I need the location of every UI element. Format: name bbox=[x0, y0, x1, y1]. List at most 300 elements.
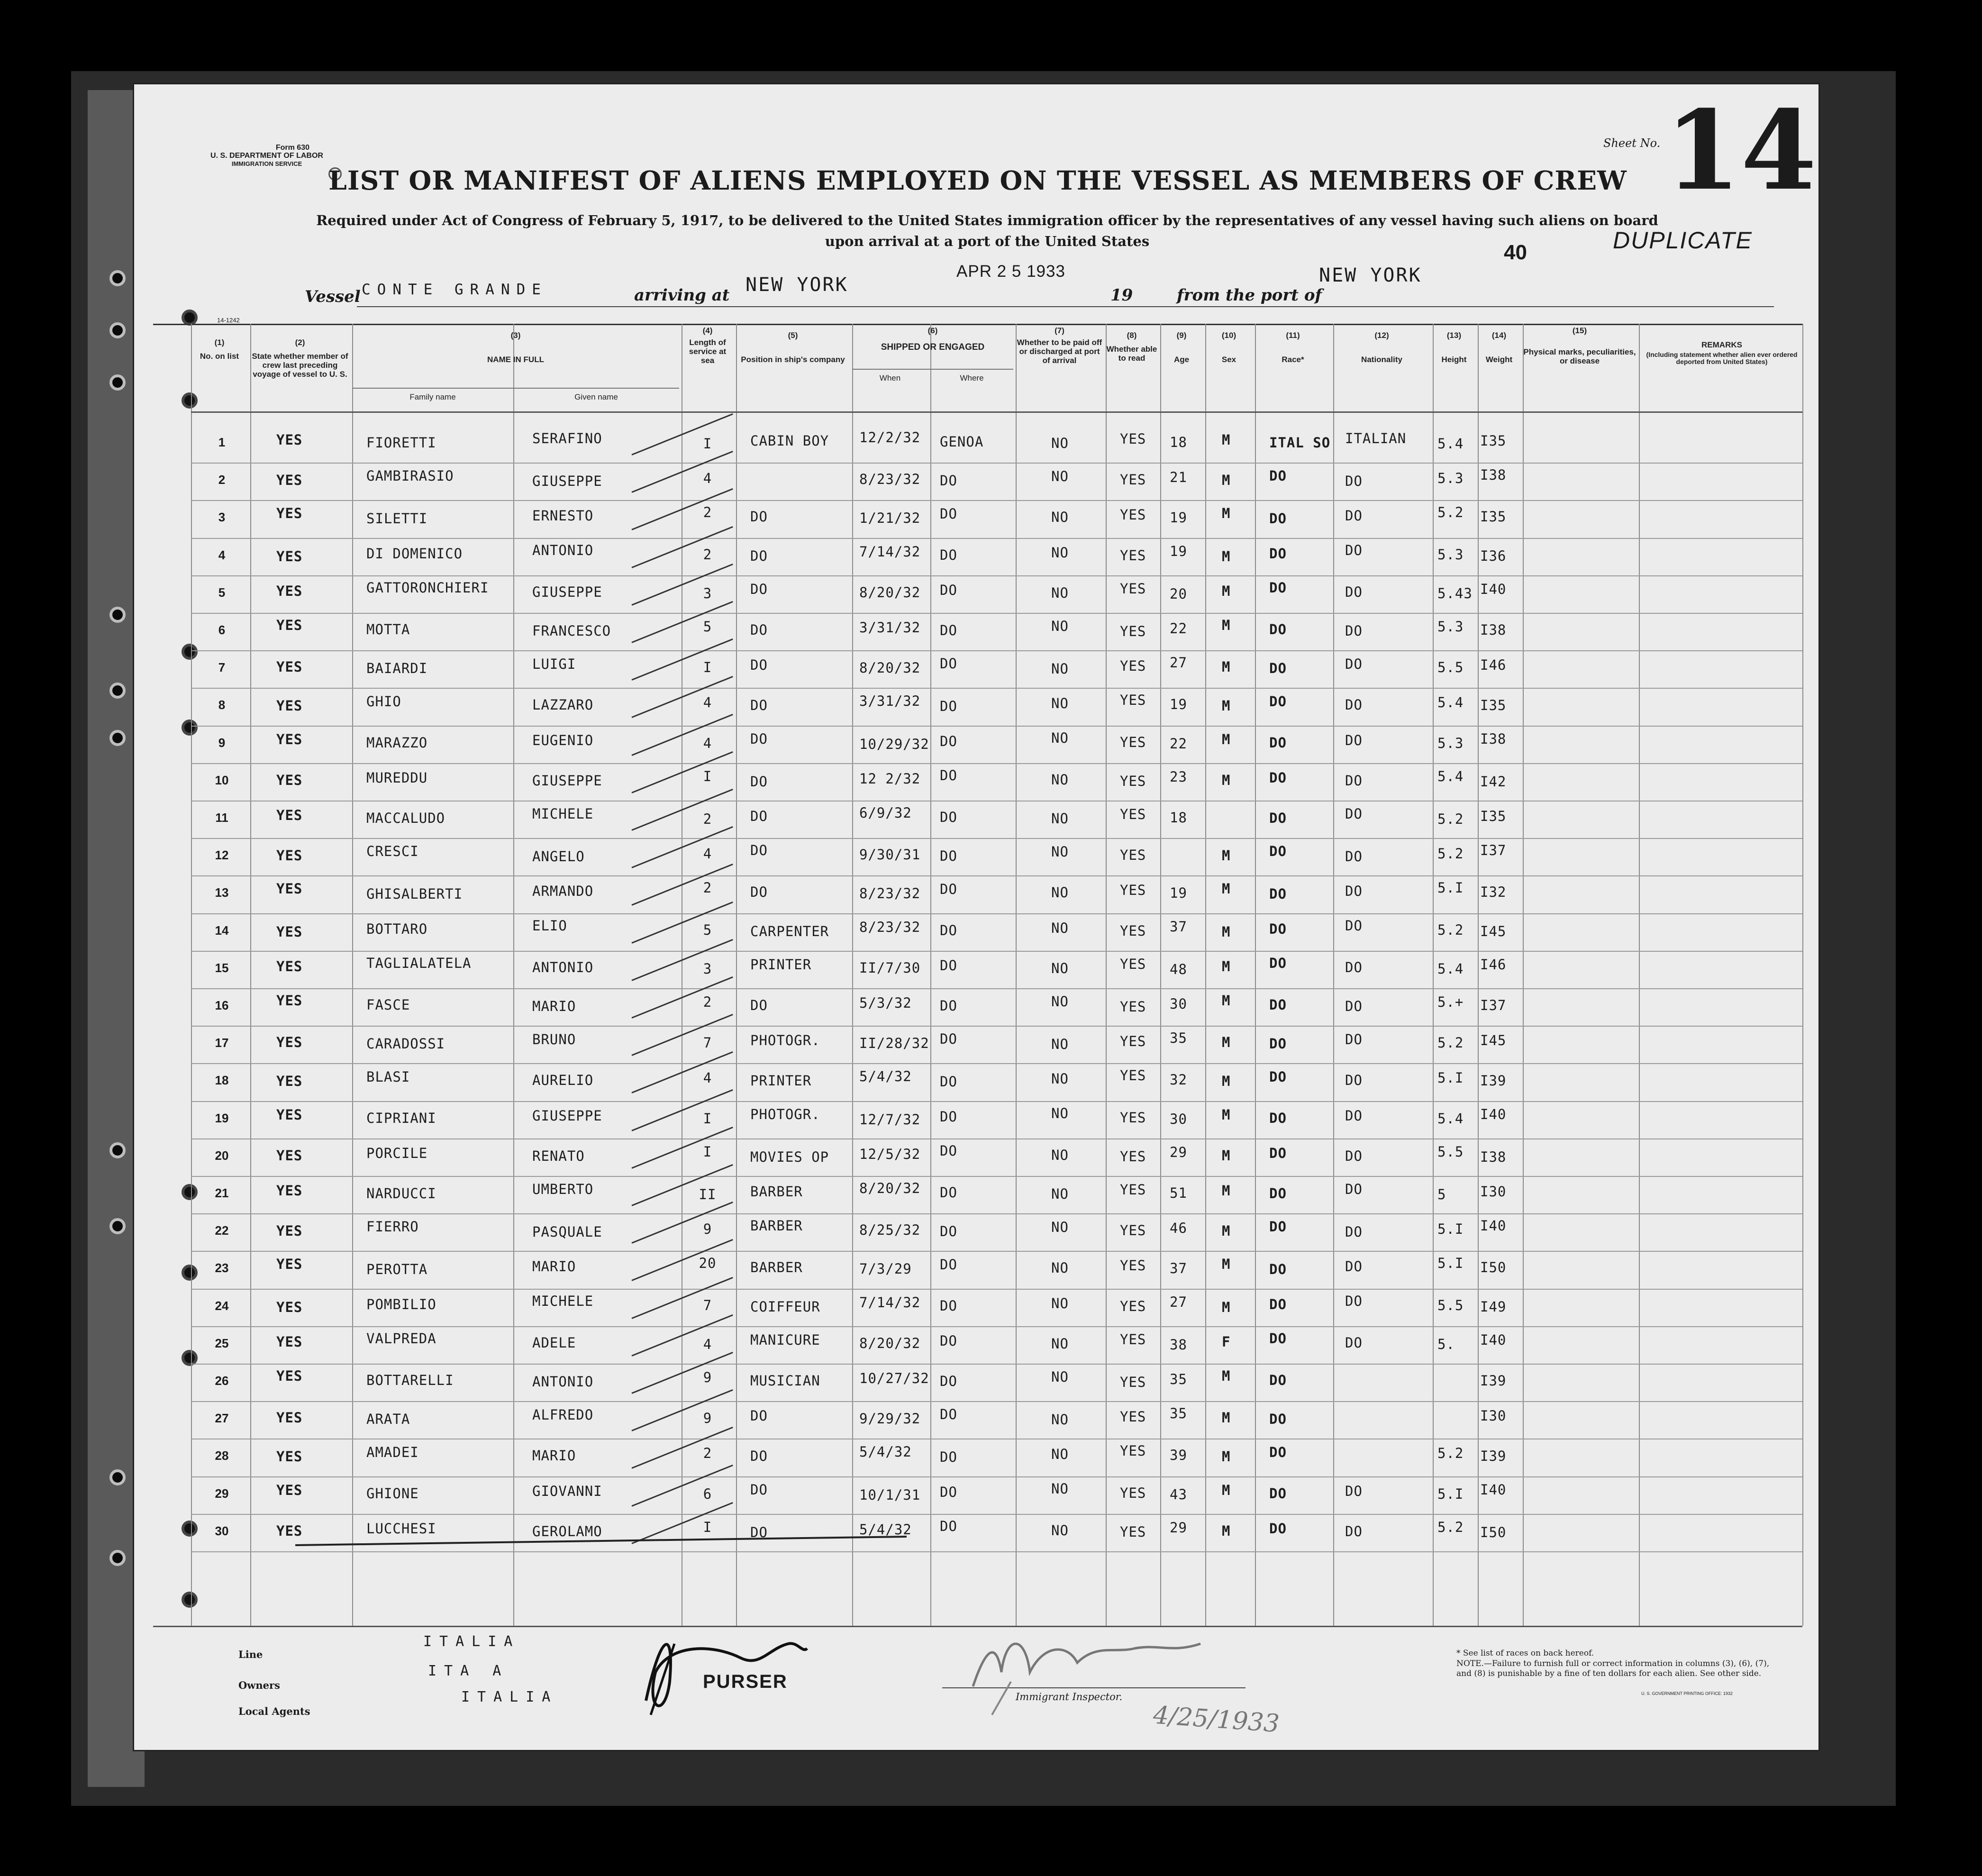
given-name-cell: GIUSEPPE bbox=[532, 583, 602, 600]
shipped-where-cell: DO bbox=[940, 1257, 957, 1273]
able-to-read-cell: YES bbox=[1120, 847, 1146, 864]
shipped-when-cell: 7/14/32 bbox=[859, 543, 921, 560]
nationality-cell: DO bbox=[1345, 732, 1363, 748]
position-cell: DO bbox=[750, 1448, 768, 1465]
duplicate-stamp: DUPLICATE bbox=[1613, 227, 1753, 254]
prev-voyage-cell: YES bbox=[276, 1073, 303, 1090]
weight-cell: I36 bbox=[1480, 547, 1507, 564]
given-name-cell: MARIO bbox=[532, 1448, 576, 1464]
col2-num: (2) bbox=[295, 338, 305, 347]
weight-cell: I35 bbox=[1480, 509, 1507, 525]
family-name-cell: GAMBIRASIO bbox=[366, 468, 454, 484]
col9-label: Age bbox=[1173, 355, 1190, 364]
able-to-read-cell: YES bbox=[1120, 922, 1146, 939]
weight-cell: I37 bbox=[1480, 842, 1507, 859]
weight-cell: I35 bbox=[1480, 808, 1507, 824]
col14-num: (14) bbox=[1491, 331, 1507, 340]
row-rule bbox=[191, 763, 1802, 764]
shipped-where-cell: DO bbox=[940, 1406, 957, 1423]
weight-cell: I37 bbox=[1480, 997, 1507, 1013]
nationality-cell: DO bbox=[1345, 623, 1363, 639]
col6-when-subheader: When bbox=[879, 373, 901, 382]
row-rule bbox=[191, 875, 1802, 876]
age-cell: 30 bbox=[1170, 996, 1187, 1012]
col2-header bbox=[250, 338, 350, 379]
sheet-number: 14 bbox=[1665, 87, 1817, 215]
given-name-cell: FRANCESCO bbox=[532, 623, 611, 639]
race-cell: DO bbox=[1269, 1444, 1287, 1461]
binder-hole bbox=[109, 607, 126, 623]
nationality-cell: DO bbox=[1345, 1334, 1363, 1351]
able-to-read-cell: YES bbox=[1120, 999, 1146, 1015]
prev-voyage-cell: YES bbox=[276, 881, 303, 897]
service-length-cell: I bbox=[703, 1143, 712, 1160]
sex-cell: M bbox=[1222, 1522, 1231, 1539]
col3-given-subheader: Given name bbox=[574, 392, 618, 401]
family-name-cell: POMBILIO bbox=[366, 1296, 436, 1312]
row-number-cell: 17 bbox=[215, 1036, 229, 1050]
col6-subrule bbox=[852, 369, 1013, 370]
punch-hole bbox=[182, 719, 198, 736]
service-length-cell: 3 bbox=[703, 585, 712, 601]
able-to-read-cell: YES bbox=[1120, 1257, 1146, 1274]
row-number-cell: 29 bbox=[215, 1486, 229, 1501]
race-cell: DO bbox=[1269, 1372, 1287, 1388]
paid-off-cell: NO bbox=[1051, 1369, 1069, 1385]
sex-cell: F bbox=[1222, 1333, 1231, 1350]
prev-voyage-cell: YES bbox=[276, 807, 303, 823]
able-to-read-cell: YES bbox=[1120, 1409, 1146, 1425]
position-cell: PHOTOGR. bbox=[750, 1032, 820, 1049]
col7-num: (7) bbox=[1055, 326, 1064, 335]
age-cell: 37 bbox=[1170, 1260, 1187, 1277]
position-cell: DO bbox=[750, 1408, 768, 1424]
shipped-when-cell: 8/20/32 bbox=[859, 660, 921, 676]
given-name-cell: GIUSEPPE bbox=[532, 772, 602, 789]
column-rule bbox=[250, 324, 251, 1626]
age-cell: 22 bbox=[1170, 735, 1187, 752]
sex-cell: M bbox=[1222, 1482, 1231, 1498]
shipped-where-cell: DO bbox=[940, 733, 957, 749]
race-cell: DO bbox=[1269, 920, 1287, 937]
side-code: 14-1242 bbox=[217, 317, 240, 324]
height-cell: 5.2 bbox=[1437, 1035, 1464, 1051]
row-rule bbox=[191, 1251, 1802, 1252]
height-cell: 5.4 bbox=[1437, 1110, 1464, 1127]
service-length-cell: I bbox=[703, 768, 712, 784]
col10-header bbox=[1205, 331, 1253, 364]
shipped-where-cell: DO bbox=[940, 1449, 957, 1466]
row-number-cell: 3 bbox=[218, 510, 226, 525]
paid-off-cell: NO bbox=[1051, 1186, 1069, 1202]
paid-off-cell: NO bbox=[1051, 1147, 1069, 1163]
service-length-cell: I bbox=[703, 436, 712, 452]
row-rule bbox=[191, 1063, 1802, 1064]
column-rule bbox=[1333, 324, 1334, 1626]
service-length-cell: I bbox=[703, 1110, 712, 1127]
shipped-when-cell: 7/14/32 bbox=[859, 1294, 921, 1311]
shipped-when-cell: 10/27/32 bbox=[859, 1370, 929, 1386]
col6-header bbox=[852, 326, 1013, 352]
row-number-cell: 28 bbox=[215, 1448, 229, 1463]
nationality-cell: ITALIAN bbox=[1345, 430, 1407, 446]
shipped-when-cell: 12/7/32 bbox=[859, 1111, 921, 1128]
age-cell: 46 bbox=[1170, 1220, 1187, 1237]
races-footnote: * See list of races on back hereof. bbox=[1456, 1648, 1594, 1658]
given-name-cell: ERNESTO bbox=[532, 508, 594, 524]
col3-num: (3) bbox=[510, 331, 521, 340]
shipped-when-cell: 1/21/32 bbox=[859, 510, 921, 527]
sex-cell: M bbox=[1222, 432, 1231, 448]
row-number-cell: 30 bbox=[215, 1523, 229, 1538]
given-name-cell: LAZZARO bbox=[532, 697, 594, 713]
nationality-cell: DO bbox=[1345, 1293, 1363, 1309]
service-length-cell: 2 bbox=[703, 1445, 712, 1462]
punch-hole bbox=[182, 392, 198, 409]
sex-cell: M bbox=[1222, 1410, 1231, 1426]
col13-header bbox=[1433, 331, 1475, 364]
paid-off-cell: NO bbox=[1051, 435, 1069, 451]
shipped-where-cell: DO bbox=[940, 1223, 957, 1240]
col13-num: (13) bbox=[1446, 331, 1462, 340]
age-cell: 51 bbox=[1170, 1185, 1187, 1201]
age-cell: 20 bbox=[1170, 585, 1187, 602]
nationality-cell: DO bbox=[1345, 1258, 1363, 1275]
able-to-read-cell: YES bbox=[1120, 547, 1146, 564]
given-name-cell: ANTONIO bbox=[532, 1374, 594, 1390]
service-length-cell: 4 bbox=[703, 735, 712, 751]
sex-cell: M bbox=[1222, 1183, 1231, 1199]
paid-off-cell: NO bbox=[1051, 1071, 1069, 1087]
shipped-where-cell: DO bbox=[940, 1373, 957, 1389]
row-rule bbox=[191, 951, 1802, 952]
service-length-cell: 9 bbox=[703, 1369, 712, 1385]
shipped-where-cell: DO bbox=[940, 622, 957, 638]
header-bottom-rule bbox=[191, 411, 1802, 413]
service-name: IMMIGRATION SERVICE bbox=[231, 160, 302, 167]
race-cell: DO bbox=[1269, 810, 1287, 826]
shipped-where-cell: DO bbox=[940, 473, 957, 489]
shipped-when-cell: 8/23/32 bbox=[859, 471, 921, 488]
row-rule bbox=[191, 1514, 1802, 1515]
service-length-cell: 4 bbox=[703, 1070, 712, 1086]
row-number-cell: 14 bbox=[215, 923, 229, 938]
family-name-cell: GATTORONCHIERI bbox=[366, 579, 489, 596]
able-to-read-cell: YES bbox=[1120, 1443, 1146, 1459]
manifest-sheet bbox=[133, 83, 1820, 1751]
shipped-when-cell: 8/25/32 bbox=[859, 1222, 921, 1239]
position-cell: DO bbox=[750, 697, 768, 714]
printer-imprint: U. S. GOVERNMENT PRINTING OFFICE: 1932 bbox=[1641, 1691, 1733, 1696]
given-name-cell: SERAFINO bbox=[532, 430, 602, 446]
given-name-cell: ANGELO bbox=[532, 848, 585, 865]
age-cell: 35 bbox=[1170, 1371, 1187, 1387]
paid-off-cell: NO bbox=[1051, 884, 1069, 901]
line-label: Line bbox=[238, 1648, 263, 1660]
weight-cell: I38 bbox=[1480, 730, 1507, 747]
race-cell: DO bbox=[1269, 545, 1287, 562]
shipped-where-cell: DO bbox=[940, 881, 957, 898]
given-name-cell: MICHELE bbox=[532, 806, 594, 822]
race-cell: DO bbox=[1269, 468, 1287, 484]
position-cell: BARBER bbox=[750, 1218, 803, 1234]
paid-off-cell: NO bbox=[1051, 1480, 1069, 1497]
col9-num: (9) bbox=[1176, 331, 1187, 340]
binder-hole bbox=[109, 730, 126, 746]
shipped-when-cell: 6/9/32 bbox=[859, 805, 912, 821]
prev-voyage-cell: YES bbox=[276, 1106, 303, 1123]
weight-cell: I30 bbox=[1480, 1408, 1507, 1424]
service-length-cell: 7 bbox=[703, 1297, 712, 1313]
able-to-read-cell: YES bbox=[1120, 773, 1146, 789]
row-rule bbox=[191, 538, 1802, 539]
row-rule bbox=[191, 913, 1802, 914]
prev-voyage-cell: YES bbox=[276, 1183, 303, 1199]
col2-label: State whether member of crew last preceding voyage of vessel to U. S. bbox=[252, 352, 348, 379]
col8-num: (8) bbox=[1127, 331, 1137, 340]
prev-voyage-cell: YES bbox=[276, 548, 303, 565]
prev-voyage-cell: YES bbox=[276, 1482, 303, 1498]
column-rule bbox=[1016, 324, 1017, 1626]
given-name-cell: EUGENIO bbox=[532, 732, 594, 748]
shipped-where-cell: DO bbox=[940, 546, 957, 563]
age-cell: 27 bbox=[1170, 655, 1187, 671]
nationality-cell: DO bbox=[1345, 883, 1363, 900]
col11-header bbox=[1255, 331, 1331, 364]
race-cell: DO bbox=[1269, 1069, 1287, 1085]
nationality-cell: DO bbox=[1345, 998, 1363, 1014]
prev-voyage-cell: YES bbox=[276, 923, 303, 940]
paid-off-cell: NO bbox=[1051, 1446, 1069, 1463]
age-cell: 37 bbox=[1170, 918, 1187, 935]
service-length-cell: 4 bbox=[703, 694, 712, 711]
arrival-date-stamp: APR 2 5 1933 bbox=[956, 262, 1065, 281]
age-cell: 18 bbox=[1170, 434, 1187, 450]
age-cell: 23 bbox=[1170, 768, 1187, 785]
shipped-where-cell: DO bbox=[940, 1332, 957, 1349]
service-length-cell: II bbox=[699, 1186, 717, 1202]
penalty-note: NOTE.—Failure to furnish full or correct information in columns (3), (6), (7), and (8) is punishable by a fine of ten dollars for each alien. See other side. bbox=[1456, 1659, 1770, 1678]
able-to-read-cell: YES bbox=[1120, 1109, 1146, 1126]
paid-off-cell: NO bbox=[1051, 1335, 1069, 1352]
sheet-label: Sheet No. bbox=[1603, 137, 1661, 150]
family-name-cell: BOTTARO bbox=[366, 920, 428, 937]
row-rule bbox=[191, 1213, 1802, 1214]
height-cell: 5.2 bbox=[1437, 504, 1464, 521]
service-length-cell: 2 bbox=[703, 880, 712, 896]
race-cell: DO bbox=[1269, 1296, 1287, 1312]
row-number-cell: 25 bbox=[215, 1336, 229, 1350]
given-name-cell: ANTONIO bbox=[532, 959, 594, 975]
position-cell: MOVIES OP bbox=[750, 1148, 829, 1165]
row-number-cell: 24 bbox=[215, 1298, 229, 1313]
family-name-cell: FIERRO bbox=[366, 1219, 419, 1235]
given-name-cell: PASQUALE bbox=[532, 1224, 602, 1240]
prev-voyage-cell: YES bbox=[276, 472, 303, 489]
race-cell: DO bbox=[1269, 1219, 1287, 1235]
department-name: U. S. DEPARTMENT OF LABOR bbox=[210, 152, 323, 160]
row-rule bbox=[191, 463, 1802, 464]
given-name-cell: GEROLAMO bbox=[532, 1523, 602, 1539]
shipped-where-cell: DO bbox=[940, 998, 957, 1014]
shipped-where-cell: DO bbox=[940, 922, 957, 938]
family-name-cell: BLASI bbox=[366, 1069, 410, 1085]
race-cell: DO bbox=[1269, 1411, 1287, 1428]
weight-cell: I39 bbox=[1480, 1448, 1507, 1465]
sex-cell: M bbox=[1222, 1034, 1231, 1051]
position-cell: DO bbox=[750, 1481, 768, 1498]
row-number-cell: 22 bbox=[215, 1223, 229, 1238]
family-name-cell: VALPREDA bbox=[366, 1330, 436, 1347]
prev-voyage-cell: YES bbox=[276, 505, 303, 522]
purser-stamp: PURSER bbox=[703, 1671, 788, 1692]
shipped-where-cell: DO bbox=[940, 656, 957, 672]
position-cell: DO bbox=[750, 1524, 768, 1540]
service-length-cell: 7 bbox=[703, 1035, 712, 1051]
col14-header bbox=[1478, 331, 1520, 364]
line-value: ITALIA bbox=[423, 1633, 520, 1650]
row-rule bbox=[191, 1101, 1802, 1102]
vessel-underline bbox=[357, 306, 1774, 307]
height-cell: 5.I bbox=[1437, 880, 1464, 896]
column-rule bbox=[852, 324, 853, 1626]
position-cell: COIFFEUR bbox=[750, 1298, 820, 1315]
shipped-when-cell: 10/29/32 bbox=[859, 736, 929, 752]
nationality-cell: DO bbox=[1345, 848, 1363, 865]
row-number-cell: 10 bbox=[215, 773, 229, 787]
able-to-read-cell: YES bbox=[1120, 1374, 1146, 1390]
shipped-when-cell: 8/23/32 bbox=[859, 919, 921, 935]
able-to-read-cell: YES bbox=[1120, 1182, 1146, 1198]
prev-voyage-cell: YES bbox=[276, 1522, 303, 1539]
height-cell: 5.5 bbox=[1437, 1297, 1464, 1313]
sex-cell: M bbox=[1222, 583, 1231, 599]
col5-label: Position in ship's company bbox=[741, 355, 845, 364]
col12-label: Nationality bbox=[1361, 355, 1402, 364]
shipped-where-cell: DO bbox=[940, 1074, 957, 1090]
col4-header bbox=[682, 326, 734, 365]
prev-voyage-cell: YES bbox=[276, 617, 303, 633]
nationality-cell: DO bbox=[1345, 959, 1363, 975]
col8-header bbox=[1106, 331, 1158, 363]
prev-voyage-cell: YES bbox=[276, 659, 303, 675]
paid-off-cell: NO bbox=[1051, 618, 1069, 634]
age-cell: 19 bbox=[1170, 543, 1187, 559]
service-length-cell: 9 bbox=[703, 1410, 712, 1427]
col14-label: Weight bbox=[1485, 355, 1513, 364]
inspector-label: Immigrant Inspector. bbox=[1016, 1691, 1123, 1703]
race-cell: DO bbox=[1269, 843, 1287, 860]
race-cell: DO bbox=[1269, 1261, 1287, 1278]
nationality-cell: DO bbox=[1345, 917, 1363, 934]
col9-header bbox=[1160, 331, 1203, 364]
age-cell: 32 bbox=[1170, 1072, 1187, 1088]
prev-voyage-cell: YES bbox=[276, 993, 303, 1009]
punch-hole bbox=[182, 310, 198, 326]
punch-hole bbox=[182, 1184, 198, 1200]
position-cell: DO bbox=[750, 730, 768, 747]
prev-voyage-cell: YES bbox=[276, 1256, 303, 1273]
able-to-read-cell: YES bbox=[1120, 1148, 1146, 1165]
sex-cell: M bbox=[1222, 505, 1231, 522]
service-length-cell: I bbox=[703, 659, 712, 676]
position-cell: CARPENTER bbox=[750, 923, 829, 939]
sex-cell: M bbox=[1222, 731, 1231, 747]
weight-cell: I38 bbox=[1480, 1148, 1507, 1165]
family-name-cell: LUCCHESI bbox=[366, 1520, 436, 1537]
sex-cell: M bbox=[1222, 923, 1231, 940]
row-rule bbox=[191, 1364, 1802, 1365]
race-cell: DO bbox=[1269, 1185, 1287, 1202]
weight-cell: I40 bbox=[1480, 1106, 1507, 1122]
row-rule bbox=[191, 575, 1802, 576]
col7-label: Whether to be paid off or discharged at port of arrival bbox=[1017, 338, 1102, 365]
paid-off-cell: NO bbox=[1051, 695, 1069, 712]
shipped-when-cell: 7/3/29 bbox=[859, 1261, 912, 1277]
column-rule bbox=[1639, 324, 1640, 1626]
prev-voyage-cell: YES bbox=[276, 1034, 303, 1051]
able-to-read-cell: YES bbox=[1120, 507, 1146, 523]
given-name-cell: GIUSEPPE bbox=[532, 473, 602, 490]
shipped-where-cell: DO bbox=[940, 848, 957, 865]
binder-hole bbox=[109, 1218, 126, 1234]
position-cell: MUSICIAN bbox=[750, 1373, 820, 1389]
given-name-cell: MARIO bbox=[532, 1258, 576, 1275]
prev-voyage-cell: YES bbox=[276, 1299, 303, 1315]
paid-off-cell: NO bbox=[1051, 729, 1069, 746]
row-number-cell: 11 bbox=[215, 811, 228, 825]
row-number-cell: 1 bbox=[218, 435, 226, 449]
service-length-cell: 6 bbox=[703, 1485, 712, 1502]
paid-off-cell: NO bbox=[1051, 1105, 1069, 1121]
height-cell: 5.5 bbox=[1437, 1143, 1464, 1160]
row-rule bbox=[191, 1476, 1802, 1477]
able-to-read-cell: YES bbox=[1120, 1331, 1146, 1348]
height-cell: 5.I bbox=[1437, 1070, 1464, 1086]
prev-voyage-cell: YES bbox=[276, 1448, 303, 1465]
paid-off-cell: NO bbox=[1051, 771, 1069, 788]
row-rule bbox=[191, 726, 1802, 727]
given-name-cell: ANTONIO bbox=[532, 542, 594, 558]
row-number-cell: 7 bbox=[218, 660, 226, 675]
service-length-cell: 3 bbox=[703, 960, 712, 977]
shipped-when-cell: 12/2/32 bbox=[859, 429, 921, 446]
row-rule bbox=[191, 613, 1802, 614]
arriving-port: NEW YORK bbox=[746, 274, 848, 296]
position-cell: DO bbox=[750, 547, 768, 564]
sex-cell: M bbox=[1222, 472, 1231, 489]
nationality-cell: DO bbox=[1345, 1483, 1363, 1499]
position-cell: CABIN BOY bbox=[750, 433, 829, 449]
age-cell: 39 bbox=[1170, 1447, 1187, 1464]
prev-voyage-cell: YES bbox=[276, 847, 303, 864]
column-rule bbox=[513, 324, 514, 1626]
family-name-cell: PEROTTA bbox=[366, 1261, 428, 1278]
age-cell: 43 bbox=[1170, 1486, 1187, 1503]
height-cell: 5.4 bbox=[1437, 436, 1464, 452]
service-length-cell: 20 bbox=[699, 1255, 717, 1272]
weight-cell: I35 bbox=[1480, 433, 1507, 449]
family-name-cell: NARDUCCI bbox=[366, 1185, 436, 1202]
row-number-cell: 13 bbox=[215, 885, 229, 900]
sex-cell: M bbox=[1222, 993, 1231, 1009]
column-rule bbox=[1478, 324, 1479, 1626]
shipped-when-cell: 5/4/32 bbox=[859, 1068, 912, 1085]
height-cell: 5.3 bbox=[1437, 546, 1464, 563]
shipped-when-cell: II/7/30 bbox=[859, 959, 921, 976]
able-to-read-cell: YES bbox=[1120, 658, 1146, 674]
able-to-read-cell: YES bbox=[1120, 806, 1146, 822]
